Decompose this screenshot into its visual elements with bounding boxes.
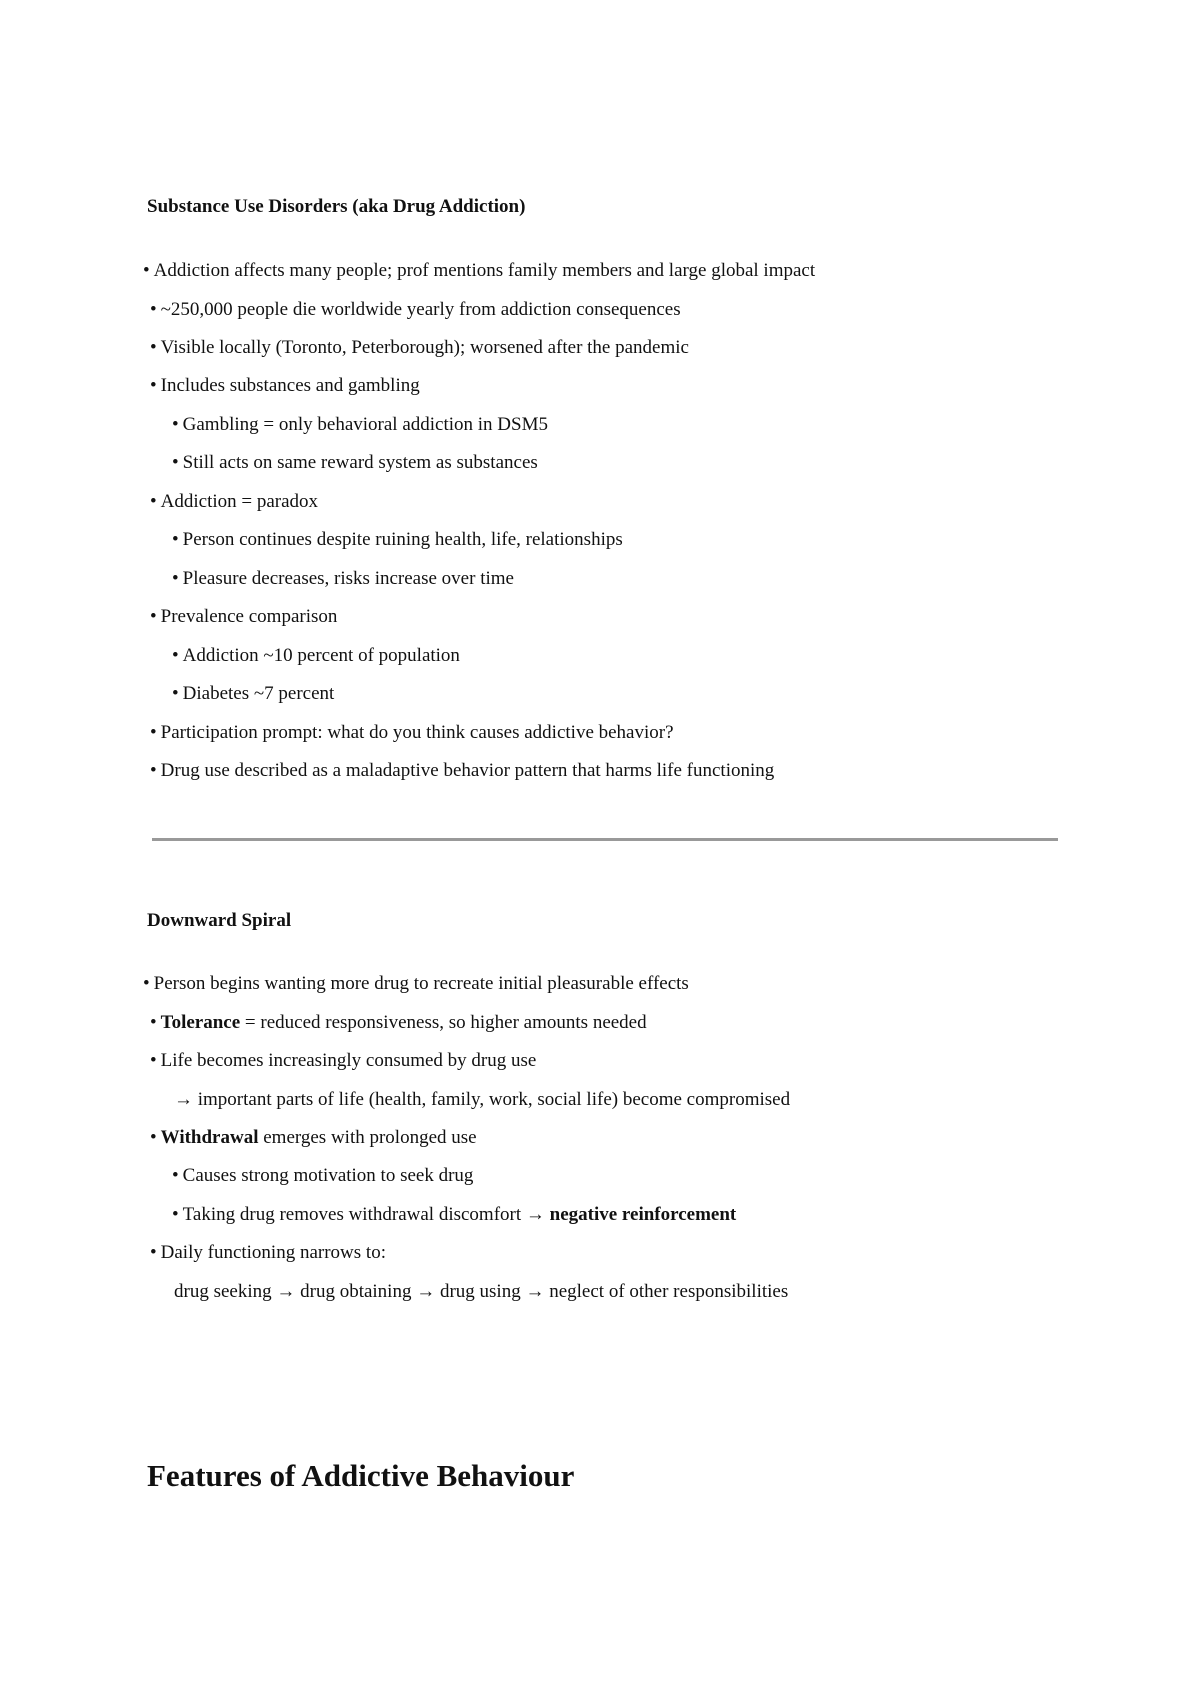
list-item: • ~250,000 people die worldwide yearly from addiction consequences [150, 299, 681, 320]
sub-list-item: • Still acts on same reward system as substances [172, 452, 538, 473]
list-item: • Visible locally (Toronto, Peterborough); worsened after the pandemic [150, 337, 689, 358]
sub-list-item: • Addiction ~10 percent of population [172, 645, 460, 666]
list-item: • Includes substances and gambling [150, 375, 420, 396]
list-item: • Participation prompt: what do you think causes addictive behavior? [150, 722, 674, 743]
list-item: • Life becomes increasingly consumed by drug use [150, 1050, 537, 1071]
term-tolerance: Tolerance [160, 1012, 241, 1033]
list-item: • Tolerance = reduced responsiveness, so higher amounts needed [150, 1012, 647, 1033]
section-heading-features: Features of Addictive Behaviour [147, 1458, 575, 1493]
sub-list-item: • Causes strong motivation to seek drug [172, 1165, 474, 1186]
term-withdrawal: Withdrawal [160, 1127, 259, 1148]
section-heading-substance-use: Substance Use Disorders (aka Drug Addiction) [147, 196, 526, 217]
list-item: • Withdrawal emerges with prolonged use [150, 1127, 477, 1148]
section-heading-downward-spiral: Downward Spiral [147, 910, 292, 931]
sub-list-item: • Person continues despite ruining health, life, relationships [172, 529, 623, 550]
list-item: • Daily functioning narrows to: [150, 1242, 386, 1263]
sub-list-item: • Pleasure decreases, risks increase over time [172, 568, 514, 589]
term-negative-reinforcement: negative reinforcement [549, 1204, 737, 1225]
list-item: • Prevalence comparison [150, 606, 338, 627]
continuation-line: drug seeking → drug obtaining → drug using → neglect of other responsibilities [174, 1281, 789, 1302]
sub-list-item: • Taking drug removes withdrawal discomfort → negative reinforcement [172, 1204, 737, 1225]
list-item: • Addiction = paradox [150, 491, 319, 512]
horizontal-divider [152, 838, 1058, 841]
list-item: • Drug use described as a maladaptive behavior pattern that harms life functioning [150, 760, 775, 781]
continuation-line: → important parts of life (health, family, work, social life) become compromised [174, 1089, 791, 1110]
list-item: • Addiction affects many people; prof mentions family members and large global impact [143, 260, 816, 281]
sub-list-item: • Gambling = only behavioral addiction in DSM5 [172, 414, 548, 435]
sub-list-item: • Diabetes ~7 percent [172, 683, 335, 704]
list-item: • Person begins wanting more drug to recreate initial pleasurable effects [143, 973, 689, 994]
